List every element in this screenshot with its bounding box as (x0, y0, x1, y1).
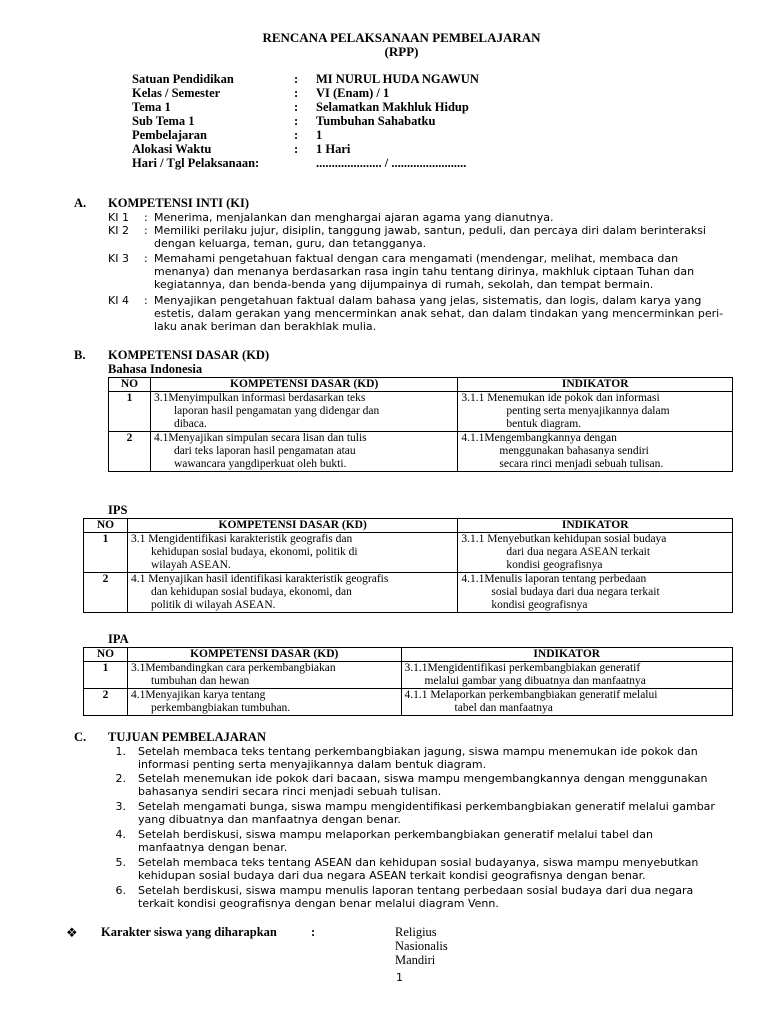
tujuan-line: Setelah berdiskusi, siswa mampu menulis laporan tentang perbedaan sosial budaya dari dua negara (138, 884, 694, 897)
indikator-cell (458, 533, 733, 573)
info-separator: : (294, 114, 299, 128)
ki-line: laku anak beriman dan berakhlak mulia. (154, 320, 377, 333)
info-label: Tema 1 (132, 100, 171, 114)
cell-line: dari teks laporan hasil pengamatan atau (173, 445, 356, 457)
info-separator: : (294, 128, 299, 142)
kd-table-bahasa (108, 377, 733, 472)
ki-line: Menyajikan pengetahuan faktual dalam bahasa yang jelas, sistematis, dan logis, dalam karya yang (154, 294, 702, 307)
cell-line: melalui gambar yang dibuatnya dan manfaatnya (424, 675, 646, 687)
table-row (109, 432, 733, 472)
tujuan-line: yang dibuatnya dan manfaatnya dengan benar. (138, 813, 401, 826)
column-header: INDIKATOR (401, 648, 732, 662)
tujuan-line: bahasanya sendiri secara rinci menjadi sebuah tulisan. (138, 785, 442, 798)
cell-line: 4.1.1 Melaporkan perkembangbiakan generatif melalui (404, 689, 658, 701)
info-value: MI NURUL HUDA NGAWUN (316, 72, 479, 86)
cell-line: 4.1Menyajikan karya tentang (130, 689, 266, 701)
row-number: 1 (84, 533, 128, 573)
info-label: Satuan Pendidikan (132, 72, 234, 86)
tujuan-line: Setelah membaca teks tentang ASEAN dan kehidupan sosial budayanya, siswa mampu menyebutkan (138, 856, 699, 869)
indikator-cell (458, 392, 733, 432)
info-label: Sub Tema 1 (132, 114, 195, 128)
ki-line: Menerima, menjalankan dan menghargai ajaran agama yang dianutnya. (154, 211, 554, 224)
item-number: 5. (115, 856, 126, 869)
ki-line: Memahami pengetahuan faktual dengan cara mengamati (mendengar, melihat, membaca dan (154, 252, 679, 265)
tujuan-text (138, 884, 732, 910)
ki-code: KI 4 (108, 294, 129, 307)
ki-line: Memiliki perilaku jujur, disiplin, tanggung jawab, santun, peduli, dan percaya diri dalam berinteraksi (154, 224, 706, 237)
tujuan-text (138, 828, 732, 854)
ki-description (154, 211, 732, 224)
item-number: 3. (115, 800, 126, 813)
kd-cell (150, 392, 457, 432)
cell-line: bentuk diagram. (506, 418, 582, 430)
item-number: 6. (115, 884, 126, 897)
cell-line: menggunakan bahasanya sendiri (499, 445, 649, 457)
cell-line: sosial budaya dari dua negara terkait (491, 586, 660, 598)
row-number: 2 (84, 689, 128, 716)
info-separator: : (294, 86, 299, 100)
subject-label-ipa: IPA (108, 632, 129, 646)
info-separator: : (294, 142, 299, 156)
section-title: KOMPETENSI INTI (KI) (108, 196, 249, 210)
ki-line: kegiatannya, dan benda-benda yang dijumpainya di rumah, sekolah, dan tempat bermain. (154, 278, 654, 291)
tujuan-text (138, 856, 732, 882)
tujuan-line: Setelah mengamati bunga, siswa mampu mengidentifikasi perkembangbiakan generatif melalui gambar (138, 800, 715, 813)
ki-separator: : (144, 294, 148, 307)
cell-line: politik di wilayah ASEAN. (150, 599, 276, 611)
info-value: 1 (316, 128, 323, 142)
ki-line: estetis, dalam gerakan yang mencerminkan anak sehat, dan dalam tindakan yang mencerminkan peri- (154, 307, 724, 320)
kd-table-ips (83, 518, 733, 613)
cell-line: 4.1.1Mengembangkannya dengan (461, 432, 617, 444)
cell-line: tabel dan manfaatnya (454, 702, 553, 714)
kd-cell (127, 689, 401, 716)
info-value: ..................... / ........................ (316, 156, 467, 170)
cell-line: 4.1Menyajikan simpulan secara lisan dan tulis (153, 432, 367, 444)
row-number: 1 (109, 392, 151, 432)
cell-line: 4.1.1Menulis laporan tentang perbedaan (461, 573, 647, 585)
column-header: NO (84, 519, 128, 533)
ki-separator: : (144, 252, 148, 265)
kd-table-ipa (83, 647, 733, 716)
row-number: 1 (84, 662, 128, 689)
karakter-value: Religius (395, 925, 437, 939)
karakter-value: Nasionalis (395, 939, 448, 953)
column-header: INDIKATOR (458, 378, 733, 392)
indikator-cell (401, 689, 732, 716)
cell-line: 3.1.1 Menemukan ide pokok dan informasi (461, 392, 660, 404)
column-header: NO (109, 378, 151, 392)
table-header-row (109, 378, 733, 392)
cell-line: 3.1Menyimpulkan informasi berdasarkan teks (153, 392, 366, 404)
karakter-label (101, 925, 316, 939)
column-header: KOMPETENSI DASAR (KD) (127, 519, 457, 533)
cell-line: dibaca. (173, 418, 207, 430)
document-title: RENCANA PELAKSANAAN PEMBELAJARAN (262, 30, 541, 45)
info-value: VI (Enam) / 1 (316, 86, 390, 100)
info-label: Kelas / Semester (132, 86, 221, 100)
table-row (84, 533, 733, 573)
ki-code: KI 1 (108, 211, 129, 224)
item-number: 2. (115, 772, 126, 785)
column-header: KOMPETENSI DASAR (KD) (150, 378, 457, 392)
info-value: Tumbuhan Sahabatku (316, 114, 436, 128)
karakter-separator: : (311, 925, 316, 939)
ki-description (154, 294, 732, 333)
cell-line: 3.1.1 Menyebutkan kehidupan sosial budaya (461, 533, 667, 545)
info-label: Alokasi Waktu (132, 142, 212, 156)
info-label: Hari / Tgl Pelaksanaan: (132, 156, 260, 170)
cell-line: kondisi geografisnya (506, 559, 603, 571)
kd-cell (150, 432, 457, 472)
tujuan-line: Setelah menemukan ide pokok dari bacaan, siswa mampu mengembangkannya dengan menggunakan (138, 772, 708, 785)
column-header: INDIKATOR (458, 519, 733, 533)
info-value: Selamatkan Makhluk Hidup (316, 100, 469, 114)
info-value: 1 Hari (316, 142, 351, 156)
column-header: NO (84, 648, 128, 662)
page-number: 1 (396, 971, 403, 984)
cell-line: tumbuhan dan hewan (150, 675, 250, 687)
cell-line: kondisi geografisnya (491, 599, 588, 611)
ki-description (154, 252, 732, 291)
cell-line: wilayah ASEAN. (150, 559, 231, 571)
row-number: 2 (109, 432, 151, 472)
ki-code: KI 3 (108, 252, 129, 265)
cell-line: dari dua negara ASEAN terkait (506, 546, 651, 558)
tujuan-text (138, 772, 732, 798)
cell-line: 3.1Membandingkan cara perkembangbiakan (130, 662, 336, 674)
tujuan-line: manfaatnya dengan benar. (138, 841, 288, 854)
tujuan-line: terkait kondisi geografisnya dengan benar melalui diagram Venn. (138, 897, 499, 910)
info-label: Pembelajaran (132, 128, 207, 142)
ki-code: KI 2 (108, 224, 129, 237)
cell-line: penting serta menyajikannya dalam (506, 405, 670, 417)
ki-line: dengan keluarga, teman, guru, dan tetangganya. (154, 237, 427, 250)
subject-label-bahasa: Bahasa Indonesia (108, 362, 203, 376)
ki-description (154, 224, 732, 250)
cell-line: dan kehidupan sosial budaya, ekonomi, dan (150, 586, 352, 598)
info-separator: : (294, 100, 299, 114)
cell-line: 3.1 Mengidentifikasi karakteristik geografis dan (130, 533, 353, 545)
cell-line: laporan hasil pengamatan yang didengar dan (173, 405, 380, 417)
indikator-cell (401, 662, 732, 689)
kd-cell (127, 573, 457, 613)
ki-separator: : (144, 224, 148, 237)
cell-line: 4.1 Menyajikan hasil identifikasi karakteristik geografis (130, 573, 389, 585)
table-row (84, 573, 733, 613)
ki-line: menanya) dan menanya berdasarkan rasa ingin tahu tentang dirinya, makhluk ciptaan Tuhan dan (154, 265, 695, 278)
column-header: KOMPETENSI DASAR (KD) (127, 648, 401, 662)
item-number: 4. (115, 828, 126, 841)
indikator-cell (458, 432, 733, 472)
ki-separator: : (144, 211, 148, 224)
cell-line: wawancara yangdiperkuat oleh bukti. (173, 458, 347, 470)
karakter-value: Mandiri (395, 953, 436, 967)
tujuan-line: informasi penting serta menyajikannya dalam bentuk diagram. (138, 758, 487, 771)
cell-line: perkembangbiakan tumbuhan. (150, 702, 291, 714)
table-row (84, 662, 733, 689)
cell-line: kehidupan sosial budaya, ekonomi, politik di (150, 546, 358, 558)
cell-line: 3.1.1Mengidentifikasi perkembangbiakan generatif (404, 662, 641, 674)
indikator-cell (458, 573, 733, 613)
tujuan-line: Setelah berdiskusi, siswa mampu melaporkan perkembangbiakan generatif melalui tabel dan (138, 828, 653, 841)
table-row (84, 689, 733, 716)
row-number: 2 (84, 573, 128, 613)
table-row (109, 392, 733, 432)
document-subtitle: (RPP) (384, 44, 419, 59)
info-separator: : (294, 72, 299, 86)
tujuan-text (138, 745, 732, 771)
section-letter: C. (74, 730, 87, 744)
table-header-row (84, 648, 733, 662)
tujuan-line: Setelah membaca teks tentang perkembangbiakan jagung, siswa mampu menemukan ide pokok dan (138, 745, 698, 758)
tujuan-text (138, 800, 732, 826)
section-letter: A. (74, 196, 87, 210)
section-title: TUJUAN PEMBELAJARAN (108, 730, 266, 744)
subject-label-ips: IPS (108, 503, 128, 517)
kd-cell (127, 533, 457, 573)
section-letter: B. (74, 348, 86, 362)
karakter-label-text: Karakter siswa yang diharapkan (101, 925, 277, 939)
cell-line: secara rinci menjadi sebuah tulisan. (499, 458, 664, 470)
section-title: KOMPETENSI DASAR (KD) (108, 348, 270, 362)
kd-cell (127, 662, 401, 689)
item-number: 1. (115, 745, 126, 758)
table-header-row (84, 519, 733, 533)
diamond-bullet-icon: ❖ (66, 925, 78, 940)
tujuan-line: kehidupan sosial budaya dari dua negara ASEAN terkait kondisi geografisnya dengan benar. (138, 869, 646, 882)
